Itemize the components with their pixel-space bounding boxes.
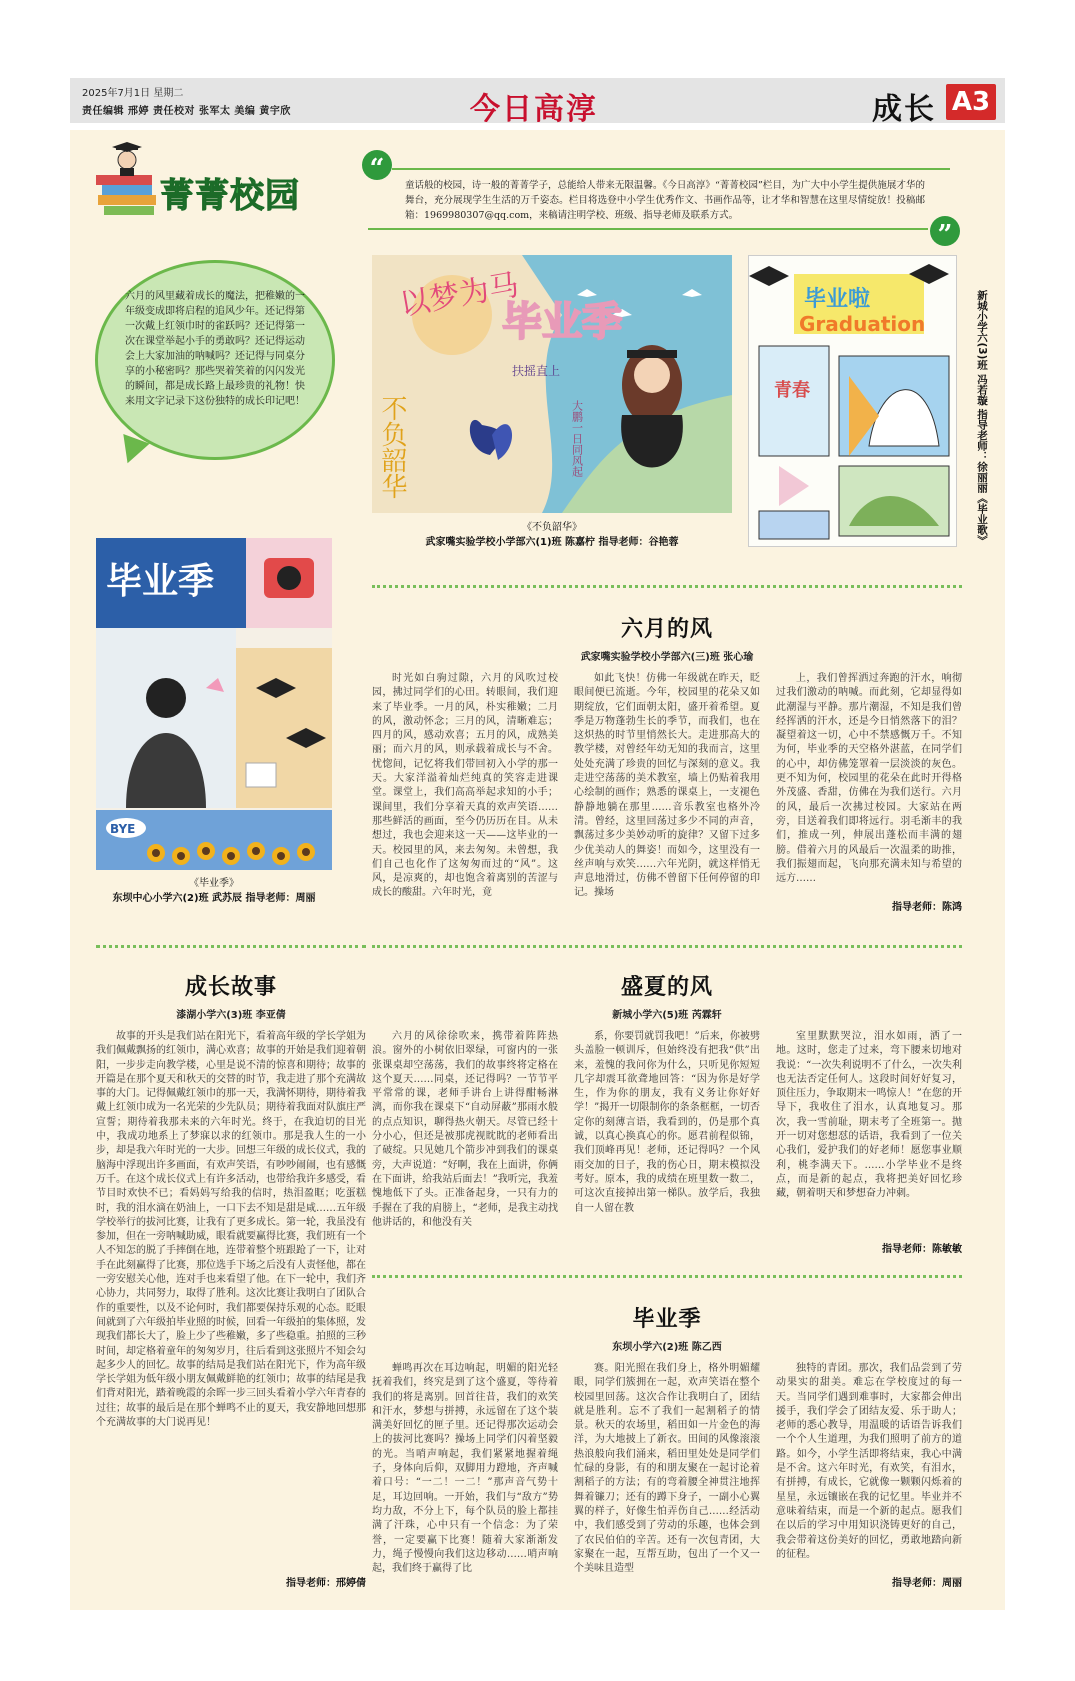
open-quote-icon: “ — [362, 150, 392, 180]
article-title-chengzhang: 成长故事 — [184, 974, 277, 1000]
article-title-shengxia: 盛夏的风 — [620, 974, 713, 1000]
artwork-bufu-credit: 武家嘴实验学校小学部六(1)班 陈嘉柠 指导老师：谷艳蓉 — [425, 537, 679, 548]
article-title-liuyue: 六月的风 — [620, 616, 713, 642]
article-biyeji-col-3: 独特的青团。那次，我们品尝到了劳动果实的甜美。难忘在学校度过的每一天。当同学们遇到难事时，大家都会伸出援手，我们学会了团结友爱、乐于助人；老师的悉心教导，用温暖的话语告诉我们一个个人生道理，为我们照明了前方的道路。如今，小学生活即将结束，我心中满是不舍。这六年时光，有欢笑，有泪水，有拼搏，有成长，它就像一颗颗闪烁着的星星，永远镶嵌在我的记忆里。毕业并不意味着结束，而是一个新的起点。愿我们在以后的学习中用知识浇铸更好的自己，我会带着这份美好的回忆，勇敢地踏向新的征程。 — [776, 1363, 962, 1560]
separator-3 — [372, 945, 962, 948]
editor-credits: 责任编辑 邢婷 责任校对 张军太 美编 黄宇欣 — [82, 106, 291, 117]
separator-2 — [96, 945, 366, 948]
artwork-biyeji-credit: 东坝中心小学六(2)班 武苏辰 指导老师：周丽 — [112, 893, 316, 904]
article-liuyue-col-2: 如此飞快！仿佛一年级就在昨天，眨眼间便已流逝。今年，校园里的花朵又如期绽放，它们面朝太阳，盛开着希望。夏季是万物蓬勃生长的季节，而我们，也在这炽热的时节里悄然长大。走进那高大的教学楼，对曾经年幼无知的我而言，这里处处充满了珍贵的回忆与深刻的意义。我走进空荡荡的美术教室，墙上仍贴着我用心绘制的画作；熟悉的课桌上，一支褪色静静地躺在那里……音乐教室也格外冷清。曾经，这里回荡过多少不同的声音，飘荡过多少美妙动听的旋律？又留下过多少优美动人的舞姿！而如今，这里没有一丝声响与欢笑……六年光阴，就这样悄无声息地滑过，仿佛不曾留下任何停留的印记。操场 — [574, 673, 760, 899]
separator-1 — [372, 585, 962, 588]
painted-text-7: Graduation — [799, 312, 926, 336]
article-shengxia-col-1: 六月的风徐徐吹来，携带着阵阵热浪。窗外的小树依旧翠绿，可窗内的一张张课桌却空荡荡，我们的故事终将定格在这个夏天……同桌，还记得吗？一节节平平常常的课，老师手讲台上讲得酣畅淋漓，而你我在课桌下“自动屏蔽”那雨水般的点点知识，聊得热火朝天。尽管已经十分小心，但还是被那虎视眈眈的老师看出了破绽。只见她几个箭步冲到我们的课桌旁，大声说道：“好啊，我在上面讲，你俩在下面讲，给我站后面去！”我听完，我羞愧地低下了头。正准备起身，一只有力的手握在了我的肩膀上，“老师，是我主动找他讲话的，和他没有关 — [372, 1031, 558, 1228]
artwork-biyeji — [96, 538, 332, 870]
artwork-bufu-caption — [372, 520, 732, 550]
speech-bubble — [95, 260, 335, 460]
artwork-biyeji-caption — [96, 876, 332, 906]
article-byline-biyeji: 东坝小学六(2)班 陈乙西 — [612, 1342, 722, 1353]
painted-text-6: 毕业啦 — [804, 287, 871, 312]
column-intro: 童话般的校园，诗一般的菁菁学子，总能给人带来无限温馨。《今日高淳》“菁菁校园”栏目，为广大中小学生提供施展才华的舞台，充分展现学生生活的万千姿态。栏目将选登中小学生优秀作文、书画作品等，让才华和智慧在这里尽情绽放！投稿邮箱：1969980307@qq.com，来稿请注明学校、班级、指导老师及联系方式。 — [405, 180, 925, 221]
article-teacher-liuyue: 指导老师：陈鸿 — [892, 902, 962, 913]
article-teacher-biyeji: 指导老师：周丽 — [892, 1578, 962, 1589]
painted-text-3: 毕业季 — [502, 299, 622, 345]
artwork-bufu-shaohua — [372, 255, 732, 513]
painted-text-10: BYE — [110, 822, 136, 836]
section-name: 成长 — [872, 92, 936, 127]
article-byline-chengzhang: 漆湖小学六(3)班 李亚倩 — [176, 1010, 286, 1021]
painted-text-1: 以梦为马 — [397, 267, 522, 323]
intro-top-rule — [392, 168, 950, 170]
article-biyeji-col-2: 赛。阳光照在我们身上，格外明媚耀眼，同学们簇拥在一起，欢声笑语在整个校园里回荡。这次合作让我明白了，团结就是胜利。忘不了我们一起割稻子的情景。秋天的农场里，稻田如一片金色的海洋，为大地披上了新衣。田间的风像滚滚热浪般向我们涌来，稻田里处处是同学们忙碌的身影，有的和朋友聚在一起讨论着割稻子的方法；有的弯着腰全神贯注地挥舞着镰刀；还有的蹲下身子，一副小心翼翼的样子，好像生怕弄伤自己……经活动中，我们感受到了劳动的乐趣，也体会到了农民伯伯的辛苦。还有一次包青团，大家聚在一起，互帮互助，包出了一个又一个美味且造型 — [574, 1363, 760, 1575]
artwork-biyege — [748, 255, 957, 547]
issue-date: 2025年7月1日 星期二 — [82, 88, 184, 99]
page-number: A3 — [946, 84, 996, 120]
article-teacher-chengzhang: 指导老师：邢婷倩 — [286, 1578, 366, 1589]
bubble-text: 六月的风里藏着成长的魔法，把稚嫩的一年级变成即将启程的追风少年。还记得第一次戴上红领巾时的雀跃吗？还记得第一次在课堂举起小手的勇敢吗？还记得运动会上大家加油的呐喊吗？还记得与同桌分享的小秘密吗？那些哭着笑着的闪闪发光的瞬间，都是成长路上最珍贵的礼物！快来用文字记录下这份独特的成长印记吧！ — [125, 291, 305, 407]
painted-text-4: 扶摇直上 — [512, 364, 561, 378]
article-shengxia-col-2: 系，你要罚就罚我吧！”后来，你被劈头盖脸一顿训斥，但始终没有把我“供”出来，羞愧的我问你为什么，只听见你短短几字却震耳欲聋地回答：“因为你是好学生，作为你的朋友，我有义务让你好好学！”揭开一切限制你的条条框框，一切否定你的刻薄言语，我看到的，仍是那个真诚，以真心换真心的你。愿君前程似锦，我们顶峰再见！老师，还记得吗？一个风雨交加的日子，我的伤心日，期末模拟没考好。原本，我的成绩在班里数一数二，可这次直接掉出第一梯队。放学后，我独自一人留在教 — [574, 1031, 760, 1214]
painted-text-9: 毕业季 — [106, 561, 215, 602]
article-liuyue-col-1: 时光如白驹过隙，六月的风吹过校园，拂过同学们的心田。转眼间，我们迎来了毕业季。一月的风，朴实稚嫩；二月的风，激动怀念；三月的风，清晰难忘；四月的风，感动欢喜；五月的风，成熟美丽；而六月的风，则承载着成长与不舍。忧惚间，记忆将我们带回初入小学的那一天。大家洋溢着灿烂纯真的笑容走进课堂。课堂上，我们高高举起求知的小手；课间里，我们分享着天真的欢声笑语……那些鲜活的画面，至今仍历历在目。从未想过，我也会迎来这一天——这毕业的一天。校园里的风，来去匆匆。未曾想，我们自己也化作了这匆匆而过的“风”。这风，是凉爽的，却也饱含着离别的苦涩与成长的酸甜。六年时光，竟 — [372, 673, 558, 899]
artwork-biyege-caption: 新城小学六(3)班 冯若璇 指导老师：徐丽丽《毕业歌》 — [976, 290, 988, 546]
graduate-books-icon — [90, 140, 165, 220]
artwork-biyeji-title: 《毕业季》 — [189, 878, 239, 889]
article-chengzhang-col-1: 故事的开头是我们站在阳光下，看着高年级的学长学姐为我们佩戴飘扬的红领巾，满心欢喜；故事的开始是我们迎着朝阳，一步步走向教学楼，心里是说不清的惊喜和期待；故事的开篇是在那个夏天和秋天的交替的时节，我走进了那个充满故事的大门。记得佩戴红领巾的那一天，我满怀期待，期待着我戴上红领巾成为一名光荣的少先队员；期待着我面对队旗庄严宣誓；期待着我那未来的六年时光。终于，在我迫切的目光中，我成功地系上了梦寐以求的红领巾。那是我人生的一小步，却是我六年时光的一大步。回想三年级的成长仪式，我的脑海中浮现出许多画面，有欢声笑语，有吵吵闹闹，也有感慨万千。在这个成长仪式上有许多活动，也带给我许多感受，看节目时欢快不已；看妈妈写给我的信时，热泪盈眶；吃蛋糕时，我的泪水滴在奶油上，一口下去不知是甜是咸……五年级学校举行的拔河比赛，让我有了更多成长。第一轮，我虽没有参加，但在一旁呐喊助威，眼看就要赢得比赛，我们班有一个人不知怎的脱了手摔倒在地，连带着整个班跟跄了一下，让对手在此刻赢得了比赛，那位选手下场之后没有人责怪他，都在一旁安慰关心他，连对手也来看望了他。在下一轮中，我们齐心协力，共同努力，取得了胜利。这次比赛让我明白了团队合作的重要性，以及不论何时，我们都要保持乐观的心态。眨眼间就到了六年级拍毕业照的时候，回看一年级拍的集体照，发现我们都长大了，脸上少了些稚嫩，多了些稳重。拍照的三秒时间，却定格着童年的匆匆岁月，往后看到这张照片不知会勾起多少人的回忆。故事的结局是我们站在阳光下，作为高年级学长学姐为低年级小朋友佩戴鲜艳的红领巾；故事的结尾是我们背对阳光，踏着晚霞的余晖一步三回头看着小学六年青春的过往；故事的最后是在那个蝉鸣不止的夏天，我安静地回想那个充满故事的大门说再见！ — [96, 1031, 366, 1429]
intro-bottom-rule — [368, 228, 928, 230]
article-liuyue-col-3: 上，我们曾挥洒过奔跑的汗水，响彻过我们激动的呐喊。而此刻，它却显得如此潮湿与平静。那片潮湿，不知是我们曾经挥洒的汗水，还是今日悄然落下的泪？凝望着这一切，心中不禁感慨万千。不知为何，毕业季的天空格外湛蓝，在同学们的心中，却仿佛笼罩着一层淡淡的灰色。更不知为何，校园里的花朵在此时开得格外茂盛、香甜，仿佛在为我们送行。六月的风，最后一次拂过校园。大家站在两旁，目送着我们即将远行。羽毛渐丰的我们，推成一列，伸展出蓬松而丰满的翅膀。借着六月的风最后一次温柔的助推，我们振翅而起，飞向那充满未知与希望的远方…… — [776, 673, 962, 885]
article-byline-liuyue: 武家嘴实验学校小学部六(三)班 张心瑜 — [580, 652, 754, 663]
painted-text-8: 青春 — [774, 380, 810, 401]
close-quote-icon: ” — [930, 216, 960, 246]
painted-text-2: 不负韶华 — [377, 395, 407, 499]
article-shengxia-col-3: 室里默默哭泣，泪水如雨，洒了一地。这时，您走了过来，弯下腰来切地对我说：“一次失利说明不了什么，一次失利也无法否定任何人。这段时间好好复习，顶住压力，争取期末一鸣惊人！”在您的开导下，我收住了泪水，认真地复习。那次，我一雪前耻，期末考了全班第一。抛开一切对您想怼的话语，我看到了一位关心我们，爱护我们的好老师！愿您事业顺利，桃李满天下。……小学毕业不是终点，而是新的起点，我将把美好回忆珍藏，朝着明天和梦想奋力冲刺。 — [776, 1031, 962, 1200]
newspaper-title: 今日高淳 — [470, 92, 598, 127]
article-title-biyeji: 毕业季 — [632, 1306, 702, 1332]
article-teacher-shengxia: 指导老师：陈敏敏 — [882, 1244, 962, 1255]
article-byline-shengxia: 新城小学六(5)班 芮霖轩 — [612, 1010, 722, 1021]
separator-4 — [372, 1275, 962, 1278]
artwork-bufu-title: 《不负韶华》 — [522, 522, 582, 533]
article-biyeji-col-1: 蝉鸣再次在耳边响起，明媚的阳光轻抚着我们，终究是到了这个盛夏，等待着我们的将是离别。回首往昔，我们的欢笑和汗水，梦想与拼搏，永远留在了这个装满美好回忆的匣子里。还记得那次运动会上的拔河比赛吗？操场上同学们闪着坚毅的光。当哨声响起，我们紧紧地握着绳子，身体向后仰，双脚用力蹬地，齐声喊着口号：“一二！一二！”那声音气势十足，耳边回响。一开始，我们与“敌方”势均力敌，不分上下，每个队员的脸上都挂满了汗珠，心中只有一个信念：为了荣誉，一定要赢下比赛！随着大家渐渐发力，绳子慢慢向我们这边移动……哨声响起，我们终于赢得了比 — [372, 1363, 558, 1575]
column-title: 菁菁校园 — [160, 176, 300, 216]
painted-text-5: 大鹏一日同风起 — [570, 400, 584, 477]
